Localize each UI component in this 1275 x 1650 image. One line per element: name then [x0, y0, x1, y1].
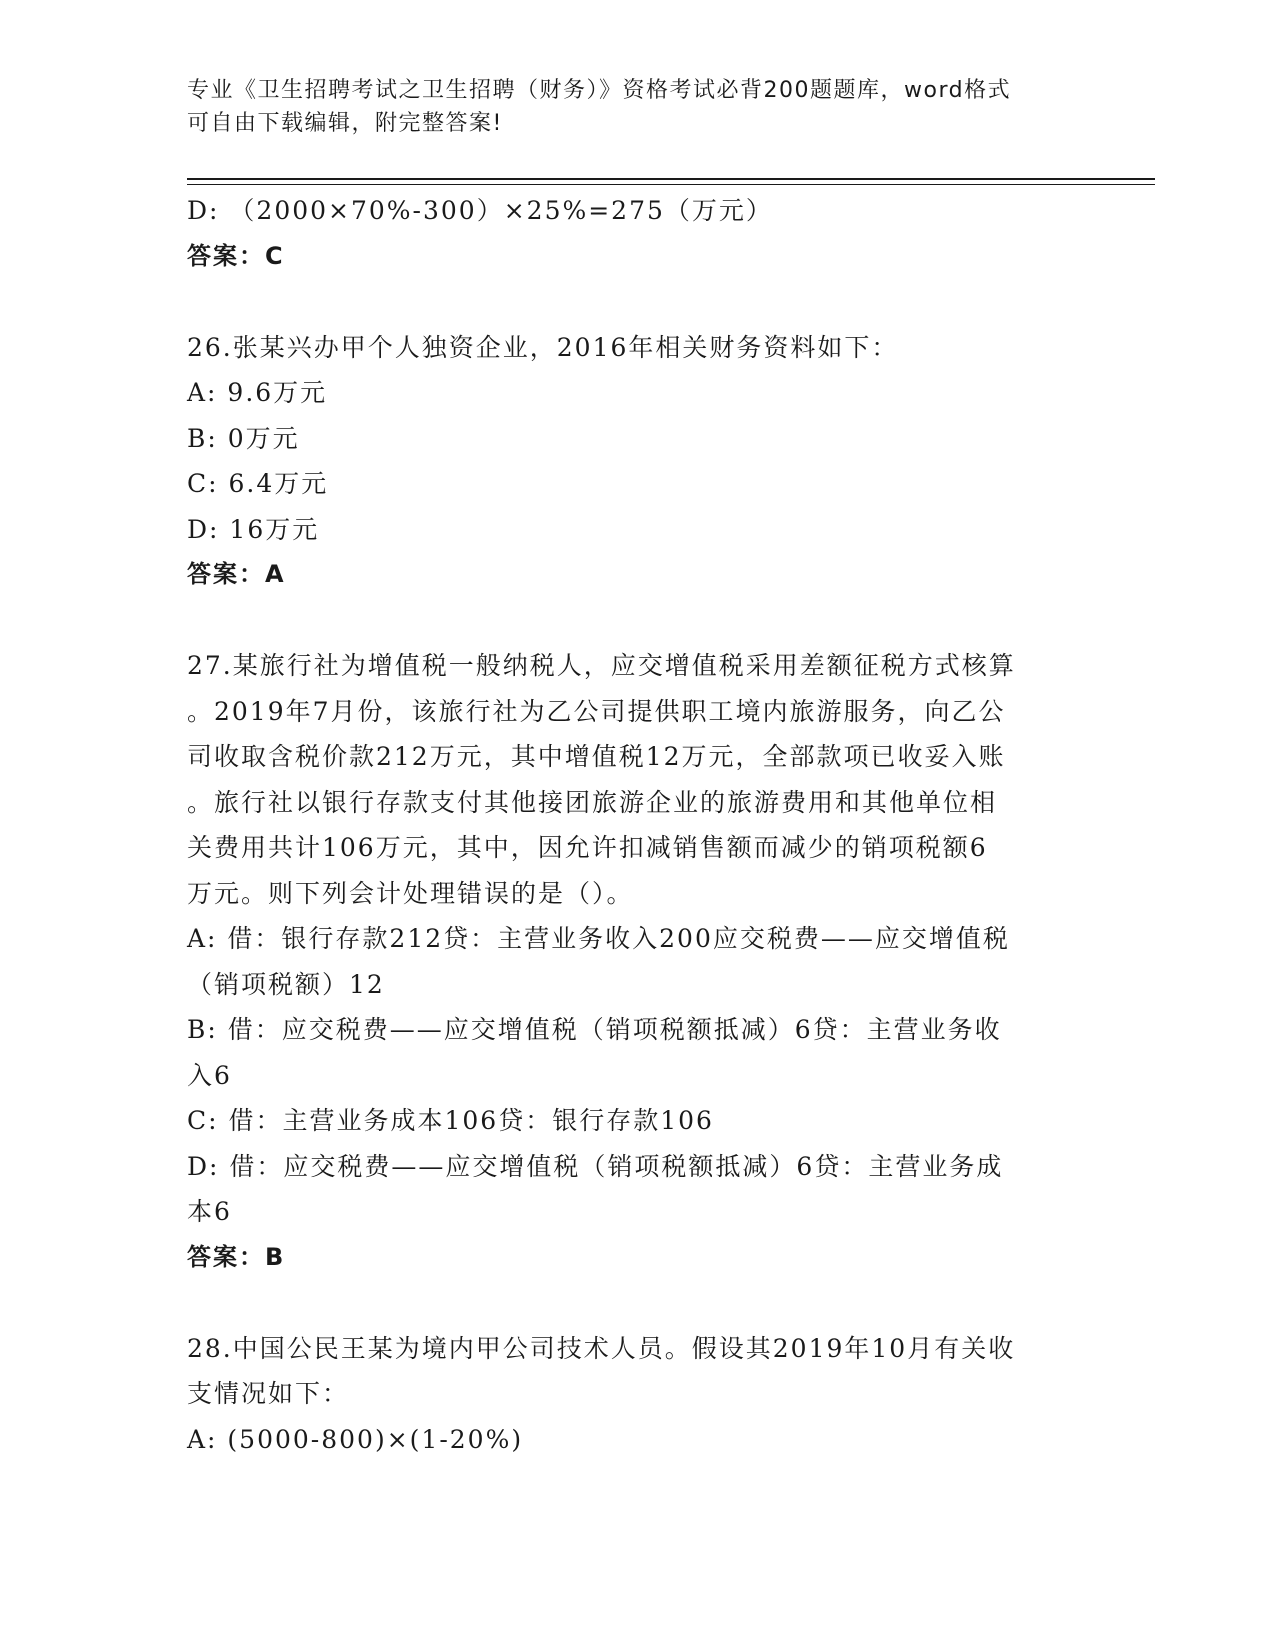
header-title-line-1: 专业《卫生招聘考试之卫生招聘（财务）》资格考试必背200题题库，word格式 [187, 78, 1012, 103]
option-a: A: 9.6万元 [187, 378, 328, 407]
document-header [187, 74, 1067, 140]
header-title-line-2: 可自由下载编辑，附完整答案! [187, 111, 503, 136]
previous-question-tail [187, 188, 1077, 279]
option-d: D: 16万元 [187, 514, 320, 544]
option-a-line-1: A: 借：银行存款212贷：主营业务收入200应交税费——应交增值税 [187, 924, 1010, 953]
option-d-line-2: 本6 [187, 1197, 232, 1226]
question-stem-line-2: 。2019年7月份，该旅行社为乙公司提供职工境内旅游服务，向乙公 [187, 696, 1006, 726]
option-c: C: 6.4万元 [187, 469, 329, 498]
option-b-line-1: B: 借：应交税费——应交增值税（销项税额抵减）6贷：主营业务收 [187, 1015, 1002, 1044]
answer-label: 答案：B [187, 1242, 286, 1271]
question-stem-line-4: 。旅行社以银行存款支付其他接团旅游企业的旅游费用和其他单位相 [187, 787, 998, 817]
answer-label: 答案：C [187, 241, 285, 270]
header-rule-thick [187, 178, 1155, 180]
option-b-line-2: 入6 [187, 1060, 232, 1090]
question-stem: 26.张某兴办甲个人独资企业，2016年相关财务资料如下： [187, 332, 899, 362]
question-stem-line-1: 27.某旅行社为增值税一般纳税人，应交增值税采用差额征税方式核算 [187, 651, 1016, 680]
question-stem-line-1: 28.中国公民王某为境内甲公司技术人员。假设其2019年10月有关收 [187, 1333, 1016, 1363]
question-stem-line-3: 司收取含税价款212万元，其中增值税12万元，全部款项已收妥入账 [187, 742, 1006, 771]
option-c: C: 借：主营业务成本106贷：银行存款106 [187, 1106, 714, 1135]
option-b: B: 0万元 [187, 423, 300, 453]
option-d-line-1: D: 借：应交税费——应交增值税（销项税额抵减）6贷：主营业务成 [187, 1151, 1004, 1181]
question-26 [187, 325, 1077, 598]
option-d: D: （2000×70%-300）×25%=275（万元） [187, 196, 773, 225]
header-rule-thin [187, 184, 1155, 185]
option-a: A: (5000-800)×(1-20%) [187, 1424, 524, 1454]
answer-label: 答案：A [187, 560, 286, 588]
option-a-line-2: （销项税额）12 [187, 969, 385, 999]
document-body [187, 188, 1077, 1462]
question-stem-line-2: 支情况如下： [187, 1379, 350, 1408]
question-28 [187, 1326, 1077, 1463]
question-stem-line-6: 万元。则下列会计处理错误的是（）。 [187, 878, 634, 908]
question-stem-line-5: 关费用共计106万元，其中，因允许扣减销售额而减少的销项税额6 [187, 833, 988, 862]
question-27 [187, 643, 1077, 1280]
